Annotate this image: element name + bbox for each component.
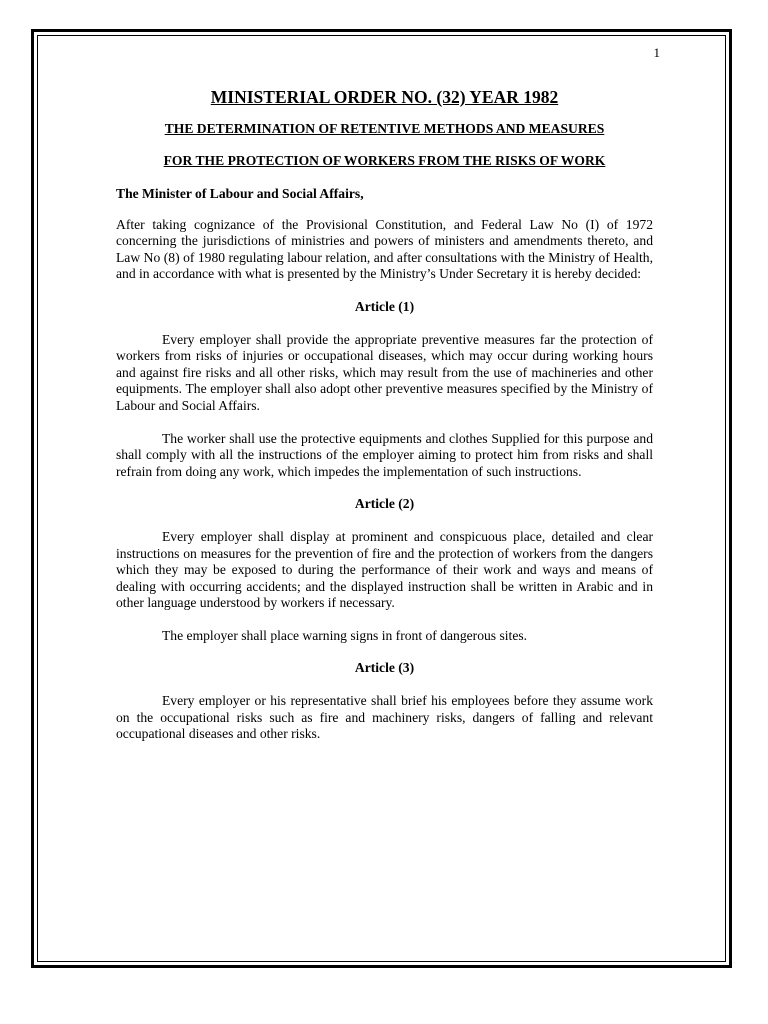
article-3-paragraph-1: Every employer or his representative shall brief his employees before they assume work on the occupational risks such as fire and machinery risks, dangers of falling and relevant occupational diseases and other risks. [116, 693, 653, 742]
article-2-paragraph-1: Every employer shall display at prominent and conspicuous place, detailed and clear instructions on measures for the prevention of fire and the protection of workers from the dangers which they may be exposed to during the performance of their work and ways and means of dealing with occurring accidents; and the displayed instruction shall be written in Arabic and in other language understood by workers if necessary. [116, 528, 653, 611]
article-1-paragraph-1: Every employer shall provide the appropriate preventive measures far the protection of workers from risks of injuries or occupational diseases, which may occur during working hours and against fire risks and all other risks, which may result from the use of machineries and other equipments. The employer shall also adopt other preventive measures specified by the Ministry of Labour and Social Affairs. [116, 331, 653, 413]
document-subtitle-line-2: FOR THE PROTECTION OF WORKERS FROM THE RISKS OF WORK [163, 153, 606, 168]
preamble-paragraph: After taking cognizance of the Provisional Constitution, and Federal Law No (I) of 1972 concerning the jurisdictions of ministries and powers of ministers and amendments thereto, and Law No (8) of 1980 regulating labour relation, and after consultations with the Ministry of Health, and in accordance with what is presented by the Ministry’s Under Secretary it is hereby decided: [116, 216, 653, 282]
minister-heading: The Minister of Labour and Social Affairs, [116, 186, 364, 201]
document-body [116, 86, 653, 759]
article-2-paragraph-2: The employer shall place warning signs in front of dangerous sites. [162, 627, 528, 643]
article-1-paragraph-2: The worker shall use the protective equipments and clothes Supplied for this purpose and shall comply with all the instructions of the employer aiming to protect him from risks and shall refrain from doing any work, which impedes the implementation of such instructions. [116, 430, 653, 479]
page-number: 1 [653, 45, 660, 60]
document-subtitle-line-1: THE DETERMINATION OF RETENTIVE METHODS AND MEASURES [164, 121, 605, 136]
article-2-heading: Article (2) [354, 496, 415, 512]
article-1-heading: Article (1) [354, 298, 415, 314]
document-title: MINISTERIAL ORDER NO. (32) YEAR 1982 [210, 87, 559, 107]
article-3-heading: Article (3) [354, 660, 415, 676]
